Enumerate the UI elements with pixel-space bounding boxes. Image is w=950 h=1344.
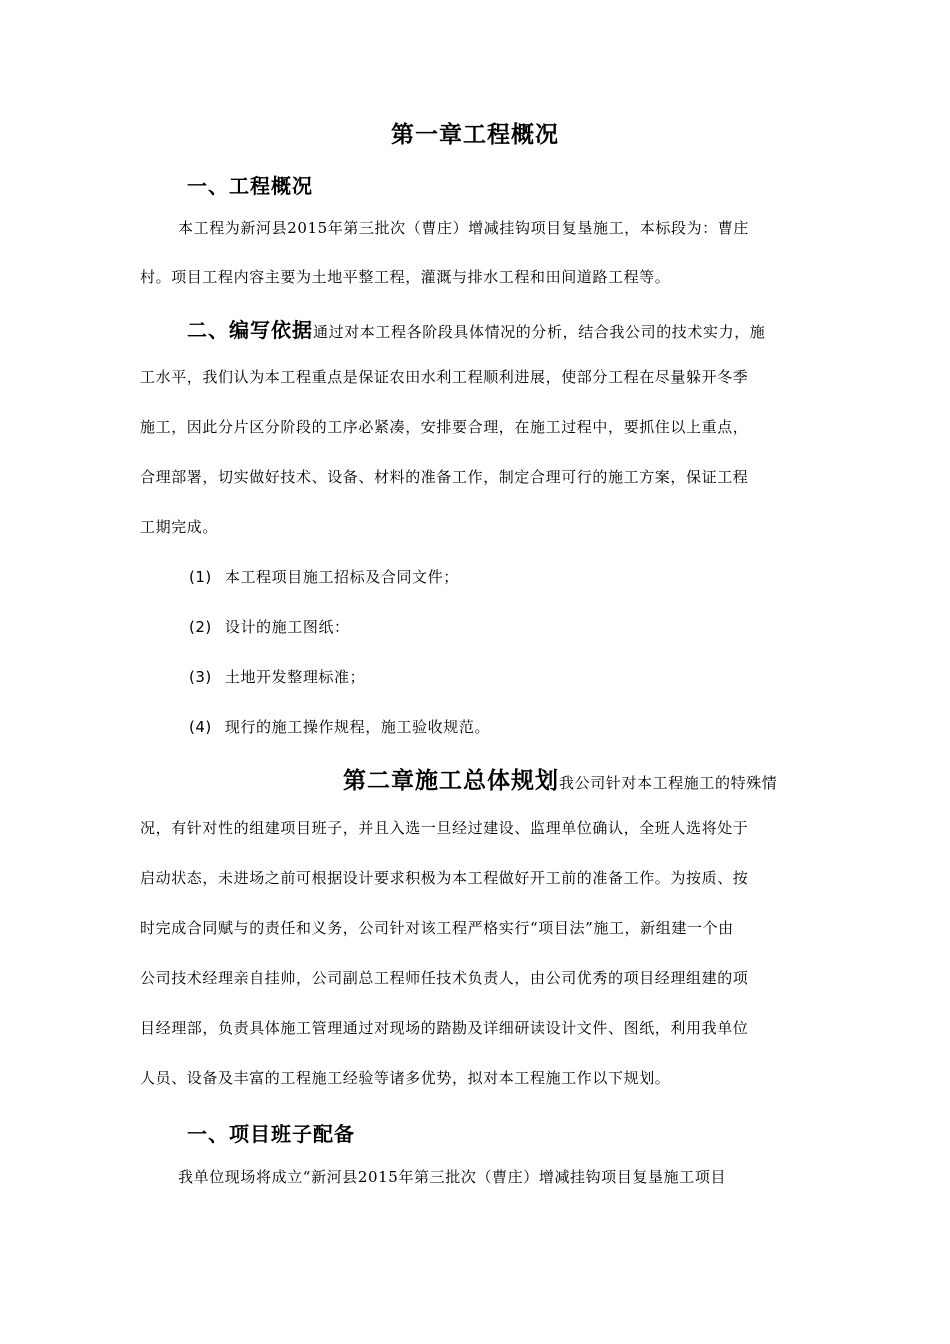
paragraph-text: 通过对本工程各阶段具体情况的分析，结合我公司的技术实力，施 xyxy=(313,323,766,341)
paragraph-line: 本工程为新河县2015年第三批次（曹庄）增减挂钩项目复垦施工，本标段为：曹庄 xyxy=(178,219,749,237)
list-item xyxy=(189,667,365,687)
paragraph-text: 我公司针对本工程施工的特殊情 xyxy=(559,774,778,792)
list-text: 设计的施工图纸： xyxy=(224,618,350,636)
paragraph-line: 公司技术经理亲自挂帅，公司副总工程师任技术负责人，由公司优秀的项目经理组建的项 xyxy=(140,969,749,987)
paragraph-line: 工水平，我们认为本工程重点是保证农田水利工程顺利进展，使部分工程在尽量躲开冬季 xyxy=(140,368,749,386)
paragraph-line: 施工，因此分片区分阶段的工序必紧凑，安排要合理，在施工过程中，要抓住以上重点， xyxy=(140,418,749,436)
paragraph-line: 人员、设备及丰富的工程施工经验等诸多优势，拟对本工程施工作以下规划。 xyxy=(140,1069,671,1087)
chapter-2-section-1-heading: 一、项目班子配备 xyxy=(187,1122,355,1146)
paragraph-line: 启动状态，未进场之前可根据设计要求积极为本工程做好开工前的准备工作。为按质、按 xyxy=(140,869,749,887)
section-2-heading: 二、编写依据 xyxy=(187,318,313,342)
list-item xyxy=(189,717,490,737)
section-1-heading: 一、工程概况 xyxy=(187,174,313,198)
list-number: (2) xyxy=(189,618,212,636)
paragraph-line: 村。项目工程内容主要为土地平整工程，灌溉与排水工程和田间道路工程等。 xyxy=(140,268,671,286)
paragraph-line: 工期完成。 xyxy=(140,518,219,536)
paragraph-line: 我单位现场将成立“新河县2015年第三批次（曹庄）增减挂钩项目复垦施工项目 xyxy=(178,1168,727,1186)
list-number: (3) xyxy=(189,668,212,686)
chapter-2-title: 第二章施工总体规划 xyxy=(343,768,559,794)
section-2-first-line xyxy=(187,314,765,343)
list-item xyxy=(189,617,350,637)
paragraph-line: 时完成合同赋与的责任和义务，公司针对该工程严格实行“项目法”施工，新组建一个由 xyxy=(140,919,734,937)
list-text: 现行的施工操作规程，施工验收规范。 xyxy=(224,718,491,736)
chapter-2-first-line xyxy=(343,762,777,795)
list-text: 本工程项目施工招标及合同文件； xyxy=(224,568,459,586)
list-number: (4) xyxy=(189,718,212,736)
paragraph-line: 合理部署，切实做好技术、设备、材料的准备工作，制定合理可行的施工方案，保证工程 xyxy=(140,468,749,486)
chapter-1-title: 第一章工程概况 xyxy=(391,122,559,148)
list-number: (1) xyxy=(189,568,212,586)
list-item xyxy=(189,567,459,587)
paragraph-line: 况，有针对性的组建项目班子，并且入选一旦经过建设、监理单位确认，全班人选将处于 xyxy=(140,819,749,837)
paragraph-line: 目经理部，负责具体施工管理通过对现场的踏勘及详细研读设计文件、图纸，利用我单位 xyxy=(140,1019,749,1037)
list-text: 土地开发整理标准； xyxy=(224,668,366,686)
